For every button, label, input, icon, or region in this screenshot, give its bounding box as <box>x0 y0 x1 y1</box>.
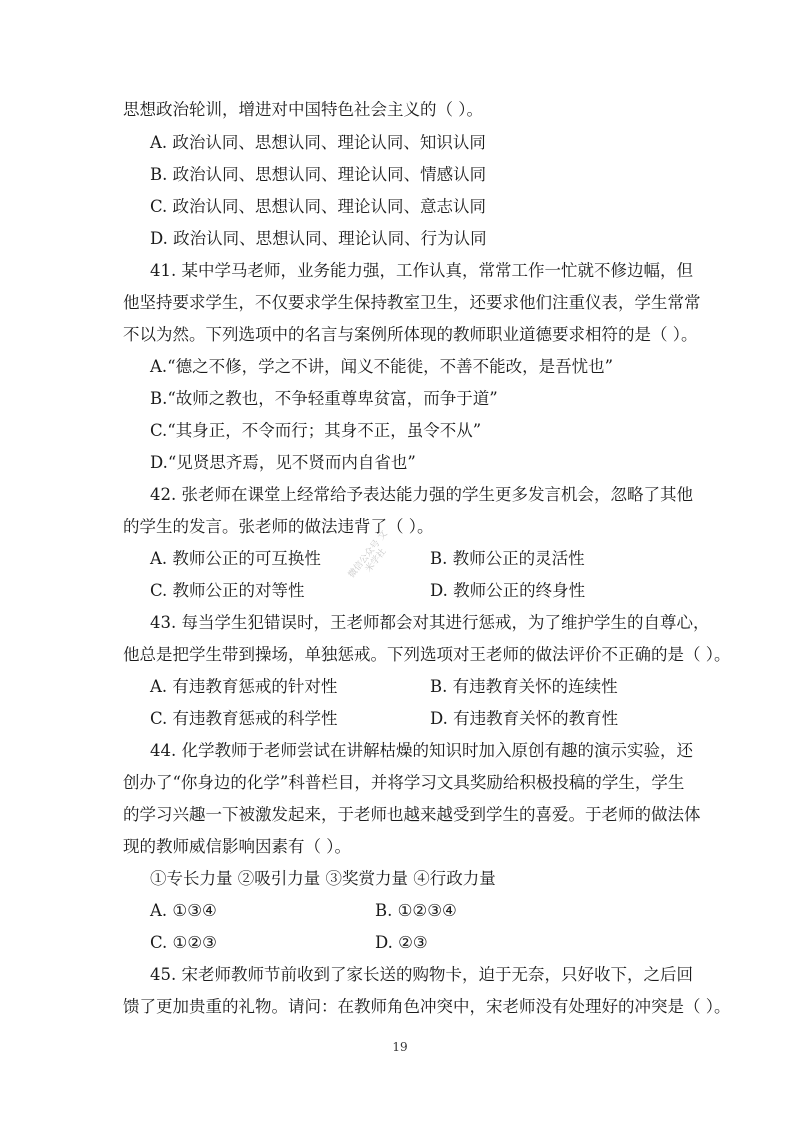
q44-option-c: C. ①②③ <box>150 933 217 952</box>
q41-stem-line-3: 不以为然。下列选项中的名言与案例所体现的教师职业道德要求相符的是（ ）。 <box>123 325 698 344</box>
q44-option-b: B. ①②③④ <box>375 901 457 920</box>
q41-option-b: B.“故师之教也，不争轻重尊卑贫富，而争于道” <box>150 389 498 408</box>
q40-option-c: C. 政治认同、思想认同、理论认同、意志认同 <box>150 197 487 216</box>
q42-stem-line-1: 42. 张老师在课堂上经常给予表达能力强的学生更多发言机会，忽略了其他 <box>150 485 693 504</box>
q43-option-a: A. 有违教育惩戒的针对性 <box>150 677 338 696</box>
q42-stem-line-2: 的学生的发言。张老师的做法违背了（ ）。 <box>123 517 434 536</box>
q41-stem-line-1: 41. 某中学马老师，业务能力强，工作认真，常常工作一忙就不修边幅，但 <box>150 261 693 280</box>
q42-option-d: D. 教师公正的终身性 <box>430 581 586 600</box>
q44-option-d: D. ②③ <box>375 933 428 952</box>
q40-option-d: D. 政治认同、思想认同、理论认同、行为认同 <box>150 229 487 248</box>
q43-option-d: D. 有违教育关怀的教育性 <box>430 709 619 728</box>
q41-stem-line-2: 他坚持要求学生，不仅要求学生保持教室卫生，还要求他们注重仪表，学生常常 <box>123 293 701 312</box>
q42-option-c: C. 教师公正的对等性 <box>150 581 305 600</box>
q44-stem-line-2: 创办了“你身边的化学”科普栏目，并将学习文具奖励给积极投稿的学生，学生 <box>123 773 685 792</box>
q40-option-b: B. 政治认同、思想认同、理论认同、情感认同 <box>150 165 487 184</box>
q44-stem-line-3: 的学习兴趣一下被激发起来，于老师也越来越受到学生的喜爱。于老师的做法体 <box>123 805 701 824</box>
page-number: 19 <box>392 1040 408 1054</box>
watermark-stamp: 微信公众号 文米学社 <box>346 529 390 581</box>
q44-items-line: ①专长力量 ②吸引力量 ③奖赏力量 ④行政力量 <box>150 869 496 888</box>
q44-option-a: A. ①③④ <box>150 901 217 920</box>
q43-option-c: C. 有违教育惩戒的科学性 <box>150 709 338 728</box>
q43-stem-line-1: 43. 每当学生犯错误时，王老师都会对其进行惩戒，为了维护学生的自尊心， <box>150 613 710 632</box>
q44-stem-line-4: 现的教师威信影响因素有（ ）。 <box>123 837 351 856</box>
q40-stem-tail: 思想政治轮训，增进对中国特色社会主义的（ ）。 <box>123 100 483 119</box>
q45-stem-line-2: 馈了更加贵重的礼物。请问：在教师角色冲突中，宋老师没有处理好的冲突是（ ）。 <box>123 997 731 1016</box>
q41-option-c: C.“其身正，不令而行；其身不正，虽令不从” <box>150 421 482 440</box>
q40-option-a: A. 政治认同、思想认同、理论认同、知识认同 <box>150 133 486 152</box>
q45-stem-line-1: 45. 宋老师教师节前收到了家长送的购物卡，迫于无奈，只好收下，之后回 <box>150 965 693 984</box>
q43-stem-line-2: 他总是把学生带到操场，单独惩戒。下列选项对王老师的做法评价不正确的是（ ）。 <box>123 645 731 664</box>
q41-option-a: A.“德之不修，学之不讲，闻义不能徙，不善不能改，是吾忧也” <box>150 357 614 376</box>
q44-stem-line-1: 44. 化学教师于老师尝试在讲解枯燥的知识时加入原创有趣的演示实验，还 <box>150 741 693 760</box>
q41-option-d: D.“见贤思齐焉，见不贤而内自省也” <box>150 453 416 472</box>
q42-option-a: A. 教师公正的可互换性 <box>150 549 321 568</box>
q42-option-b: B. 教师公正的灵活性 <box>430 549 585 568</box>
q43-option-b: B. 有违教育关怀的连续性 <box>430 677 618 696</box>
